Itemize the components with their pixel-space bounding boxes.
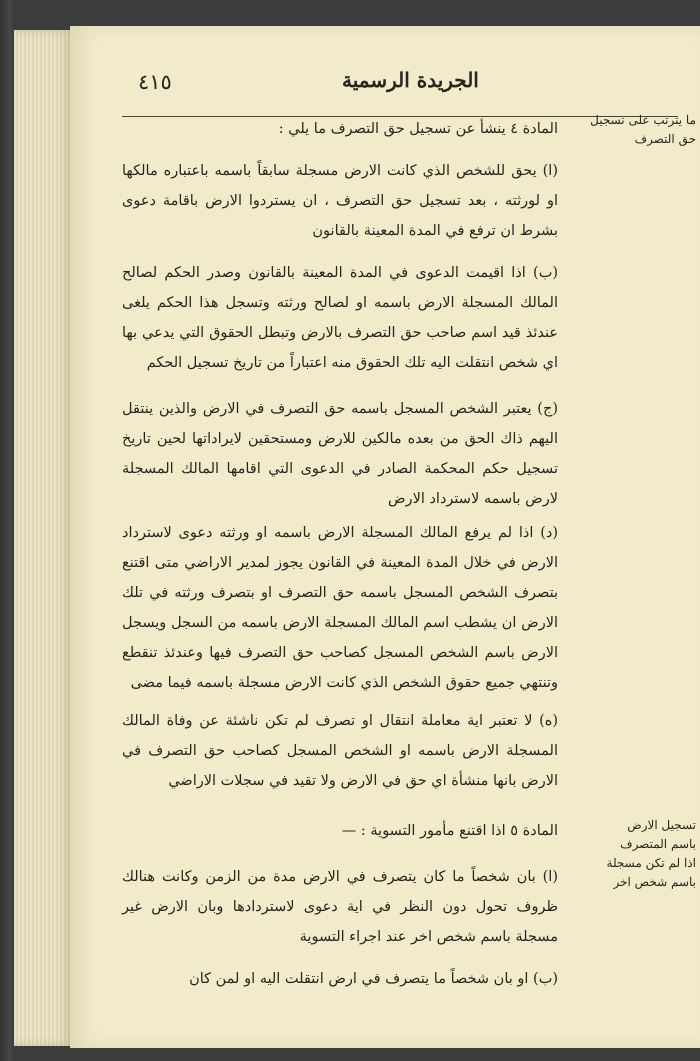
article4-paragraph-a: (ا) يحق للشخص الذي كانت الارض مسجلة سابقاً باسمه باعتباره مالكها او لورثته ، بعد تسجيل حق التصرف ، ان يستردوا الارض باقامة دعوى بشرط ان ترفع في المدة المعينة بالقانون [122, 163, 558, 239]
margin-note-article4 [554, 111, 696, 149]
article4-heading: المادة ٤ ينشأ عن تسجيل حق التصرف ما يلي : [278, 121, 558, 137]
article4-paragraph-b: (ب) اذا اقيمت الدعوى في المدة المعينة بالقانون وصدر الحكم لصالح المالك المسجلة الارض باسمه او لصالح ورثته وتسجل هذا الحكم يلغى عندئذ قيد اسم صاحب حق التصرف بالارض وتبطل الحقوق التي يدعي بها اي شخص انتقلت اليه تلك الحقوق منه اعتباراً من تاريخ تسجيل الحكم [122, 265, 558, 371]
article4-paragraph-e: (ه) لا تعتبر اية معاملة انتقال او تصرف لم تكن ناشئة عن وفاة المالك المسجلة الارض باسمه او الشخص المسجل كصاحب حق التصرف في الارض بانها منشأة اي حق في الارض ولا تقيد في سجلات الاراضي [122, 713, 558, 789]
article5-paragraph-a: (ا) بان شخصاً ما كان يتصرف في الارض مدة من الزمن وكانت هنالك ظروف تحول دون النظر في اية دعوى لاستردادها وبان الارض غير مسجلة باسم شخص اخر عند اجراء التسوية [122, 869, 558, 945]
margin-note-line: باسم المتصرف [620, 837, 696, 851]
article4-paragraph-d: (د) اذا لم يرفع المالك المسجلة الارض باسمه او ورثته دعوى لاسترداد الارض في خلال المدة المعينة في القانون يجوز لمدير الاراضي متى اقتنع بتصرف الشخص المسجل باسمه حق التصرف او بتصرف ورثته في تلك الارض ان يشطب اسم المالك المسجلة الارض باسمه من السجل ويسجل الارض باسم الشخص المسجل كصاحب حق التصرف فيها وعندئذ تنقطع وتنتهي جميع حقوق الشخص الذي كانت الارض مسجلة باسمه فيما مضى [122, 525, 558, 691]
page [70, 26, 700, 1048]
article5-heading: المادة ٥ اذا اقتنع مأمور التسوية : — [341, 823, 558, 839]
page-header [70, 68, 700, 102]
margin-note-line: باسم شخص اخر [613, 875, 696, 889]
page-number: ٤١٥ [138, 70, 172, 94]
article5-paragraph-b: (ب) او بان شخصاً ما يتصرف في ارض انتقلت اليه او لمن كان [189, 971, 558, 987]
margin-note-line: اذا لم تكن مسجلة [606, 856, 696, 870]
running-title: الجريدة الرسمية [342, 68, 479, 92]
book-page-edges [14, 30, 72, 1046]
article4-paragraph-c: (ج) يعتبر الشخص المسجل باسمه حق التصرف في الارض والذين ينتقل اليهم ذاك الحق من بعده مالكين للارض ومستحقين لايراداتها لحين تاريخ تسجيل حكم المحكمة الصادر في الدعوى التي اقامها المالك المسجلة لارض باسمه لاسترداد الارض [122, 401, 558, 507]
margin-note-article5 [558, 816, 696, 892]
margin-note-line: حق التصرف [634, 132, 696, 146]
margin-note-line: ما يترتب على تسجيل [590, 113, 696, 127]
margin-note-line: تسجيل الارض [627, 818, 696, 832]
